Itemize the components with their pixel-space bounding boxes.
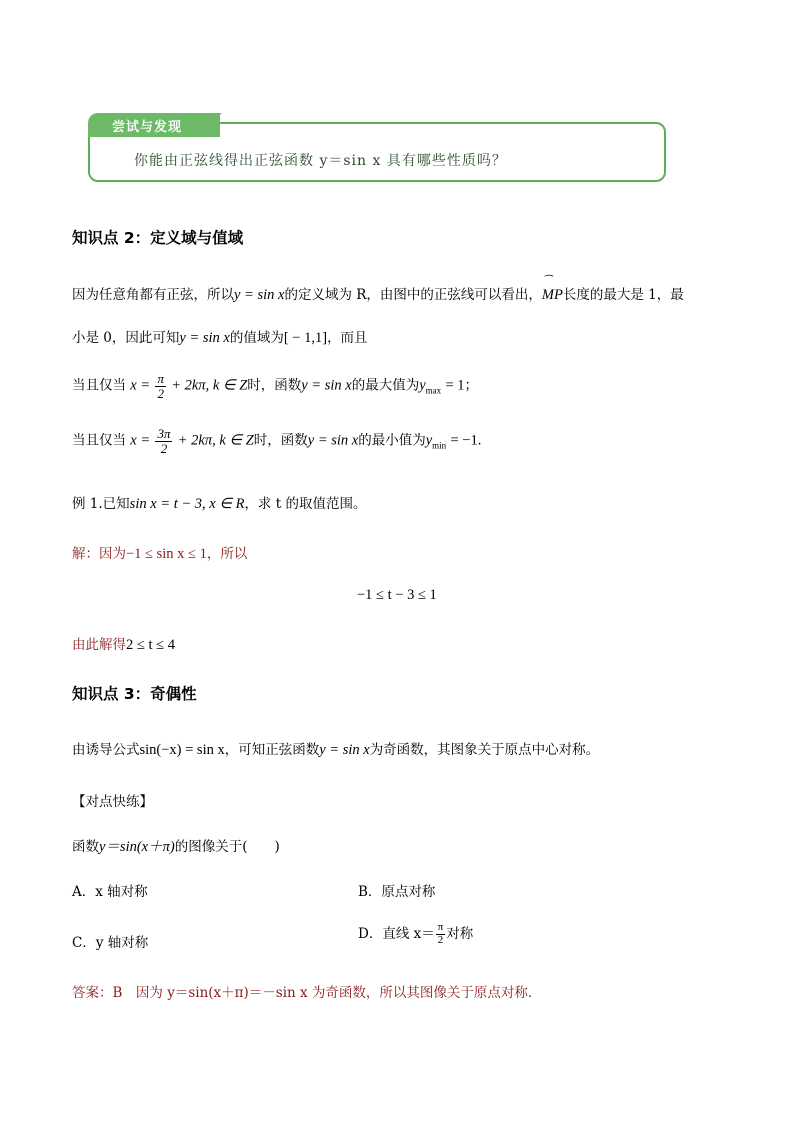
arc-mp: ⁀ MP bbox=[542, 287, 563, 304]
fraction bbox=[436, 922, 446, 946]
text: 的定义域为 R，由图中的正弦线可以看出， bbox=[284, 287, 542, 303]
subscript-max: max bbox=[425, 385, 442, 396]
math-y: y bbox=[425, 432, 433, 449]
try-discover-question: 你能由正弦线得出正弦函数 y＝sin x 具有哪些性质吗？ bbox=[134, 153, 507, 169]
math-expr: y = sin x bbox=[301, 377, 352, 394]
math-x-eq: x = bbox=[130, 432, 151, 449]
math-expr: sin x = t − 3, x ∈ R bbox=[129, 496, 245, 512]
section3-paragraph bbox=[72, 738, 599, 759]
fraction-numerator: π bbox=[157, 371, 164, 386]
text: 长度的最大是 1，最 bbox=[562, 287, 684, 303]
text: ，求 t 的取值范围。 bbox=[244, 496, 367, 512]
solution-line1 bbox=[72, 542, 247, 563]
math-expr: 2 ≤ t ≤ 4 bbox=[126, 637, 175, 653]
text: 的值域为 bbox=[229, 330, 284, 346]
math-range: [ − 1,1] bbox=[283, 330, 328, 346]
math-expr: y＝sin(x＋π) bbox=[99, 839, 175, 855]
text: 由诱导公式 bbox=[72, 742, 140, 758]
math-value: = −1. bbox=[450, 432, 482, 449]
math-expr: + 2kπ, k ∈ Z bbox=[171, 377, 248, 394]
practice-title: 【对点快练】 bbox=[72, 794, 153, 810]
math-expr: y = sin x bbox=[307, 432, 359, 449]
option-b: B．原点对称 bbox=[358, 884, 436, 900]
text: ，而且 bbox=[327, 330, 368, 346]
math-expr: y = sin x bbox=[179, 330, 230, 346]
fraction-numerator: π bbox=[437, 921, 444, 934]
try-discover-tab-label: 尝试与发现 bbox=[112, 120, 183, 135]
text: 为奇函数，其图象关于原点中心对称。 bbox=[369, 742, 600, 758]
option-d bbox=[358, 922, 473, 947]
fraction bbox=[155, 372, 166, 400]
math-y: y bbox=[419, 377, 426, 394]
answer-line: 答案：B 因为 y＝sin(x＋π)＝－sin x 为奇函数，所以其图像关于原点对称． bbox=[72, 985, 542, 1001]
section2-title: 知识点 2：定义域与值域 bbox=[72, 229, 244, 247]
section3-title: 知识点 3：奇偶性 bbox=[72, 685, 197, 703]
example-1 bbox=[72, 492, 366, 513]
text: 时，函数 bbox=[247, 377, 302, 394]
section2-paragraph-line2 bbox=[72, 326, 368, 347]
text: 因为任意角都有正弦，所以 bbox=[72, 287, 234, 303]
fraction-denominator: 2 bbox=[437, 934, 444, 946]
text: 的图像关于( ) bbox=[174, 839, 280, 855]
text: ； bbox=[464, 377, 479, 394]
math-x-eq: x = bbox=[130, 377, 151, 394]
text: ，可知正弦函数 bbox=[224, 742, 320, 758]
max-value-line bbox=[72, 372, 478, 400]
solution-result bbox=[72, 633, 175, 654]
practice-question bbox=[72, 835, 280, 856]
text: 时，函数 bbox=[253, 432, 308, 449]
fraction-denominator: 2 bbox=[160, 440, 168, 456]
try-discover-tab-slant bbox=[196, 113, 222, 137]
math-expr: sin(−x) = sin x bbox=[139, 742, 225, 758]
text: 当且仅当 bbox=[72, 432, 126, 449]
math-value: = 1 bbox=[445, 377, 465, 394]
math-expr: −1 ≤ sin x ≤ 1 bbox=[126, 546, 207, 562]
min-value-line bbox=[72, 427, 481, 455]
text: 解：因为 bbox=[72, 546, 126, 562]
text: 小是 0，因此可知 bbox=[72, 330, 180, 346]
text: ，所以 bbox=[206, 546, 248, 562]
subscript-min: min bbox=[432, 440, 447, 451]
text: 的最小值为 bbox=[358, 432, 426, 449]
option-a: A．x 轴对称 bbox=[72, 884, 148, 900]
math-expr: + 2kπ, k ∈ Z bbox=[177, 432, 254, 449]
text: D．直线 x＝ bbox=[358, 926, 435, 942]
text: 对称 bbox=[446, 926, 474, 942]
math-expr: y = sin x bbox=[319, 742, 370, 758]
section2-paragraph-line1 bbox=[72, 283, 684, 304]
math-expr: y = sin x bbox=[234, 287, 285, 303]
text: 由此解得 bbox=[72, 637, 126, 653]
fraction bbox=[155, 427, 172, 455]
text: 例 1.已知 bbox=[72, 496, 130, 512]
fraction-numerator: 3π bbox=[157, 426, 171, 441]
text: 函数 bbox=[72, 839, 99, 855]
option-c: C．y 轴对称 bbox=[72, 935, 149, 951]
solution-centered-equation: −1 ≤ t − 3 ≤ 1 bbox=[357, 587, 437, 603]
text: 的最大值为 bbox=[351, 377, 420, 394]
fraction-denominator: 2 bbox=[157, 385, 164, 401]
text: 当且仅当 bbox=[72, 377, 126, 394]
